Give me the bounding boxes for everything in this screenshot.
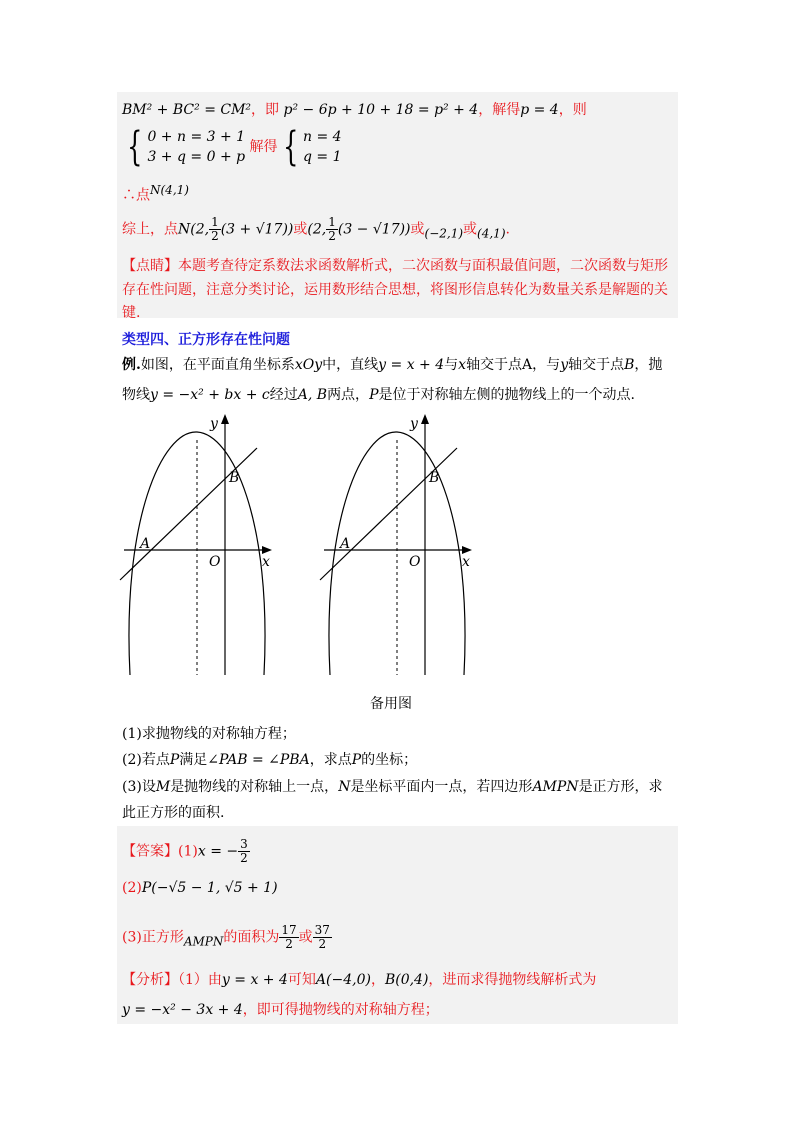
left-brace: { <box>127 124 143 170</box>
analysis-line-1: 【分析】（1）由y = x + 4可知A(−4,0)，B(0,4)，进而求得抛物线解析式为 <box>122 972 597 988</box>
question-3-cont: 此正方形的面积. <box>122 805 225 821</box>
question-1: (1)求抛物线的对称轴方程； <box>122 726 296 742</box>
solution-line-1: BM² + BC² = CM²，即 p² − 6p + 10 + 18 = p² + 4，解得p = 4，则 <box>122 102 587 118</box>
summary-line: 综上，点N(2, $\frac{1}{2}$ (3 + √17))或(2, $\frac{1}{2}$ (3 − √17))或(−2,1)或(4,1). <box>122 215 510 243</box>
label-y: y <box>210 416 218 432</box>
label-B: B <box>229 470 240 486</box>
label-x: x <box>262 554 270 570</box>
figure-graph-right <box>312 410 492 685</box>
label-O: O <box>409 554 421 570</box>
figure-caption: 备用图 <box>370 696 412 712</box>
label-O: O <box>209 554 221 570</box>
solution-system: { 0 + n = 3 + 1 3 + q = 0 + p 解得 { n = 4 q = 1 <box>127 124 342 170</box>
comment-line-3: 键. <box>122 305 141 321</box>
answer-1: 【答案】(1)x = − $\frac{3}{2}$ <box>122 837 248 865</box>
x-axis-arrow <box>462 546 472 554</box>
line-ab <box>320 448 457 580</box>
comment-line-1: 【点睛】本题考查待定系数法求函数解析式，二次函数与面积最值问题，二次函数与矩形 <box>122 258 668 274</box>
y-axis-arrow <box>221 414 229 424</box>
section-title: 类型四、正方形存在性问题 <box>122 332 290 348</box>
label-A: A <box>140 536 151 552</box>
question-2: (2)若点P满足∠PAB = ∠PBA，求点P的坐标； <box>122 752 418 768</box>
example-line-1: 例.如图，在平面直角坐标系xOy中，直线y = x + 4与x轴交于点A，与y轴交于点B，抛 <box>122 357 663 373</box>
analysis-line-2: y = −x² − 3x + 4，即可得抛物线的对称轴方程； <box>122 1002 439 1018</box>
answer-2: (2)P(−√5 − 1, √5 + 1) <box>122 880 278 896</box>
label-B: B <box>429 470 440 486</box>
label-A: A <box>340 536 351 552</box>
question-3: (3)设M是抛物线的对称轴上一点，N是坐标平面内一点，若四边形AMPN是正方形，求 <box>122 779 663 795</box>
x-axis-arrow <box>262 546 272 554</box>
answer-3: (3)正方形AMPN的面积为 $\frac{17}{2}$ 或 $\frac{37}{2}$ <box>122 923 330 951</box>
comment-line-2: 存在性问题，注意分类讨论，运用数形结合思想，将图形信息转化为数量关系是解题的关 <box>122 282 668 298</box>
figure-graph-left <box>112 410 292 685</box>
y-axis-arrow <box>421 414 429 424</box>
point-result-line: ∴点N(4,1) <box>122 183 189 204</box>
label-y: y <box>410 416 418 432</box>
label-x: x <box>462 554 470 570</box>
left-brace: { <box>282 124 298 170</box>
line-ab <box>120 448 257 580</box>
example-line-2: 物线y = −x² + bx + c经过A, B两点，P是位于对称轴左侧的抛物线上的一个动点. <box>122 387 635 403</box>
